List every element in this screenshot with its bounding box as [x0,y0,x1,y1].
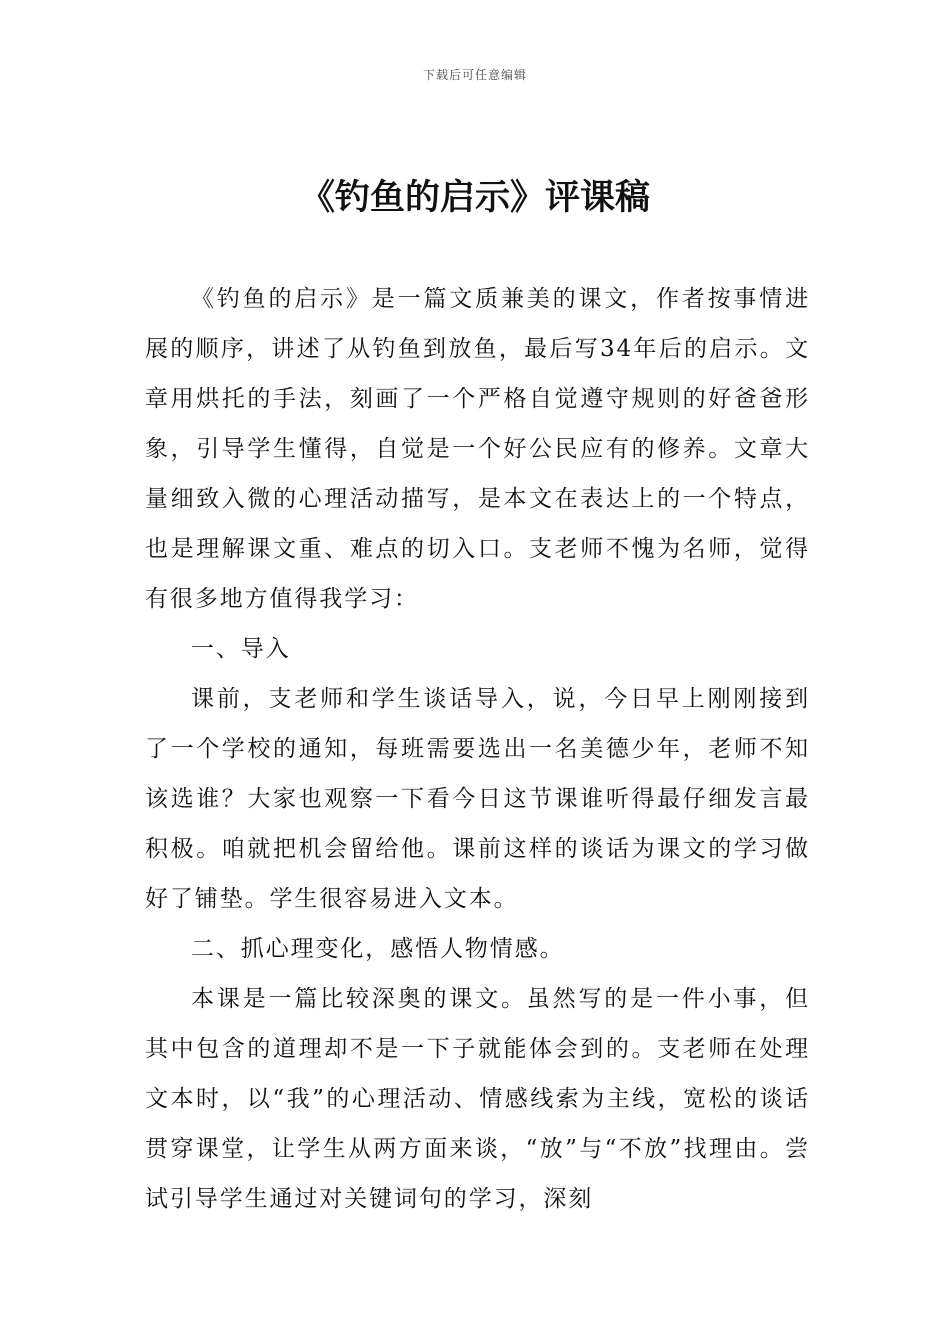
header-note: 下载后可任意编辑 [422,68,527,82]
section-heading-2: 二、抓心理变化，感悟人物情感。 [191,936,565,962]
paragraph-section-2: 本课是一篇比较深奥的课文。虽然写的是一件小事，但其中包含的道理却不是一下子就能体会到的。支老师在处理文本时，以“我”的心理活动、情感线索为主线，宽松的谈话贯穿课堂，让学生从两方面来谈，“放”与“不放”找理由。尝试引导学生通过对关键词句的学习，深刻 [145,986,810,1212]
paragraph-section-1: 课前，支老师和学生谈话导入，说，今日早上刚刚接到了一个学校的通知，每班需要选出一名美德少年，老师不知该选谁？大家也观察一下看今日这节课谁听得最仔细发言最积极。咱就把机会留给他。课前这样的谈话为课文的学习做好了铺垫。学生很容易进入文本。 [145,686,810,912]
document-body [145,274,810,1224]
paragraph-intro: 《钓鱼的启示》是一篇文质兼美的课文，作者按事情进展的顺序，讲述了从钓鱼到放鱼，最后写34年后的启示。文章用烘托的手法，刻画了一个严格自觉遵守规则的好爸爸形象，引导学生懂得，自觉是一个好公民应有的修养。文章大量细致入微的心理活动描写，是本文在表达上的一个特点，也是理解课文重、难点的切入口。支老师不愧为名师，觉得有很多地方值得我学习： [145,286,810,612]
document-title: 《钓鱼的启示》评课稿 [299,178,650,218]
section-heading-1: 一、导入 [191,636,291,662]
